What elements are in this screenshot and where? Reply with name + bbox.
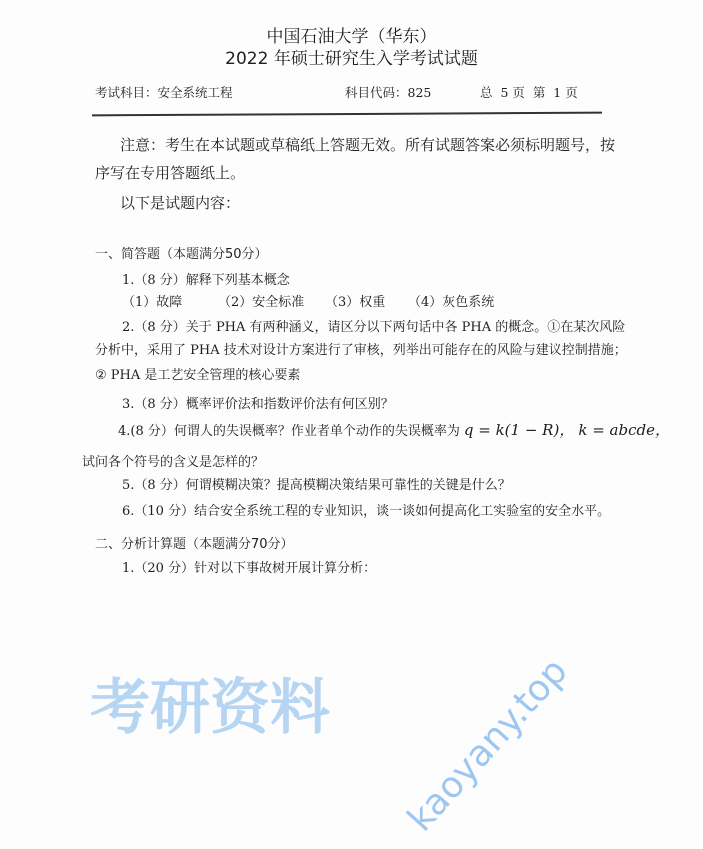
question-1-2-line-1: 2.（8 分）关于 PHA 有两种涵义，请区分以下两句话中各 PHA 的概念。①在某次风险 (122, 320, 626, 335)
q1-option-2: （2）安全标准 (218, 295, 305, 310)
q1-option-1: （1）故障 (122, 295, 183, 310)
header-divider (92, 112, 602, 116)
question-1-3: 3.（8 分）概率评价法和指数评价法有何区别？ (122, 397, 394, 412)
question-1-4-line-1: 4.(8 分）何谓人的失误概率？作业者单个动作的失误概率为 (118, 424, 460, 439)
question-1-2-line-2: 分析中，采用了 PHA 技术对设计方案进行了审核，列举出可能存在的风险与建议控制措施； (95, 343, 627, 358)
q1-option-4: （4）灰色系统 (408, 295, 495, 310)
university-title: 中国石油大学（华东） (266, 27, 437, 47)
question-1-4-row (118, 419, 670, 440)
section-2-heading: 二、分析计算题（本题满分70分） (95, 537, 294, 552)
q4-formula-q: q = k(1 − R)， (463, 421, 575, 439)
q4-formula-k: k = abcde， (578, 421, 670, 439)
q1-option-3: （3）权重 (325, 295, 386, 310)
notice-line-3: 以下是试题内容： (120, 194, 241, 212)
url-watermark: kaoyany.top (400, 650, 576, 840)
calligraphy-watermark: 考研资料 (90, 673, 330, 743)
question-1-4-line-2: 试问各个符号的含义是怎样的？ (82, 455, 265, 470)
question-2-1: 1.（20 分）针对以下事故树开展计算分析： (122, 561, 377, 576)
section-1-heading: 一、简答题（本题满分50分） (95, 247, 268, 262)
subject-name: 考试科目：安全系统工程 (95, 85, 233, 100)
question-1-2-line-3: ② PHA 是工艺安全管理的核心要素 (95, 368, 301, 383)
notice-line-1: 注意：考生在本试题或草稿纸上答题无效。所有试题答案必须标明题号，按 (120, 136, 616, 154)
notice-line-2: 序写在专用答题纸上。 (95, 164, 246, 182)
page-count: 总 5 页 第 1 页 (480, 85, 578, 100)
subject-code: 科目代码：825 (345, 85, 432, 100)
question-1-1: 1.（8 分）解释下列基本概念 (122, 273, 290, 288)
question-1-6: 6.（10 分）结合安全系统工程的专业知识，谈一谈如何提高化工实验室的安全水平。 (122, 504, 611, 519)
exam-title: 2022 年硕士研究生入学考试试题 (225, 49, 478, 69)
question-1-5: 5.（8 分）何谓模糊决策？提高模糊决策结果可靠性的关键是什么？ (122, 478, 511, 493)
